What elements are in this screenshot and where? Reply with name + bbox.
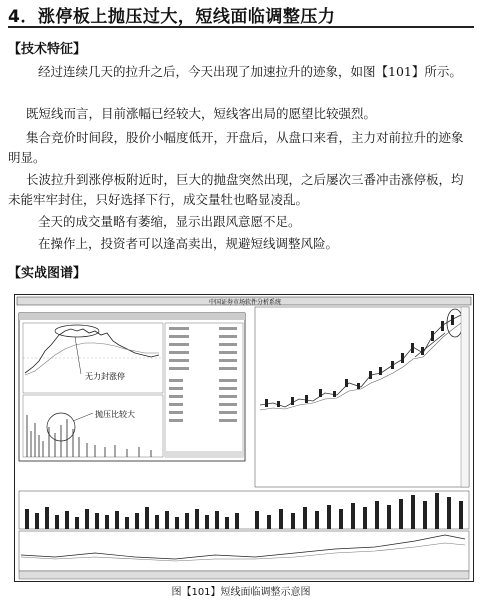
intraday-window bbox=[19, 313, 245, 461]
section-heading: 4．涨停板上抛压过大，短线面临调整压力 bbox=[8, 7, 336, 27]
paragraph-4: 长波拉升到涨停板附近时，巨大的抛盘突然出现，之后屡次三番冲击涨停板，均未能牢牢封住，只好选择下行，成交量牡也略显凌乱。 bbox=[8, 172, 464, 207]
technical-features-title: 【技术特征】 bbox=[8, 42, 87, 57]
daily-volume-panel bbox=[19, 491, 469, 529]
daily-kline-panel bbox=[255, 307, 469, 487]
paragraph-1: 经过连续几天的拉升之后，今天出现了加速拉升的迹象，如图【101】所示。 bbox=[38, 64, 462, 79]
annotation-heavy-pressure: 抛压比较大 bbox=[95, 410, 135, 419]
annotation-no-seal: 无力封涨停 bbox=[85, 372, 125, 381]
heading-divider bbox=[8, 26, 474, 28]
stock-chart-figure bbox=[14, 294, 474, 582]
paragraph-6: 在操作上，投资者可以逢高卖出，规避短线调整风险。 bbox=[38, 236, 339, 251]
figure-caption: 图【101】短线面临调整示意图 bbox=[171, 587, 311, 598]
indicator-panel bbox=[19, 531, 469, 579]
paragraph-3: 集合竞价时间段，股价小幅度低开，开盘后，从盘口来看，主力对前拉升的迹象明显。 bbox=[8, 130, 464, 165]
stock-chart-image bbox=[15, 295, 473, 581]
case-chart-title: 【实战图谱】 bbox=[8, 266, 87, 281]
paragraph-2: 既短线而言，目前涨幅已经较大，短线客出局的愿望比较强烈。 bbox=[26, 106, 377, 121]
paragraph-5: 全天的成交量略有萎缩，显示出跟风意愿不足。 bbox=[38, 214, 301, 229]
chart-window-title: 中国证券市场软件分析系统 bbox=[208, 299, 282, 306]
